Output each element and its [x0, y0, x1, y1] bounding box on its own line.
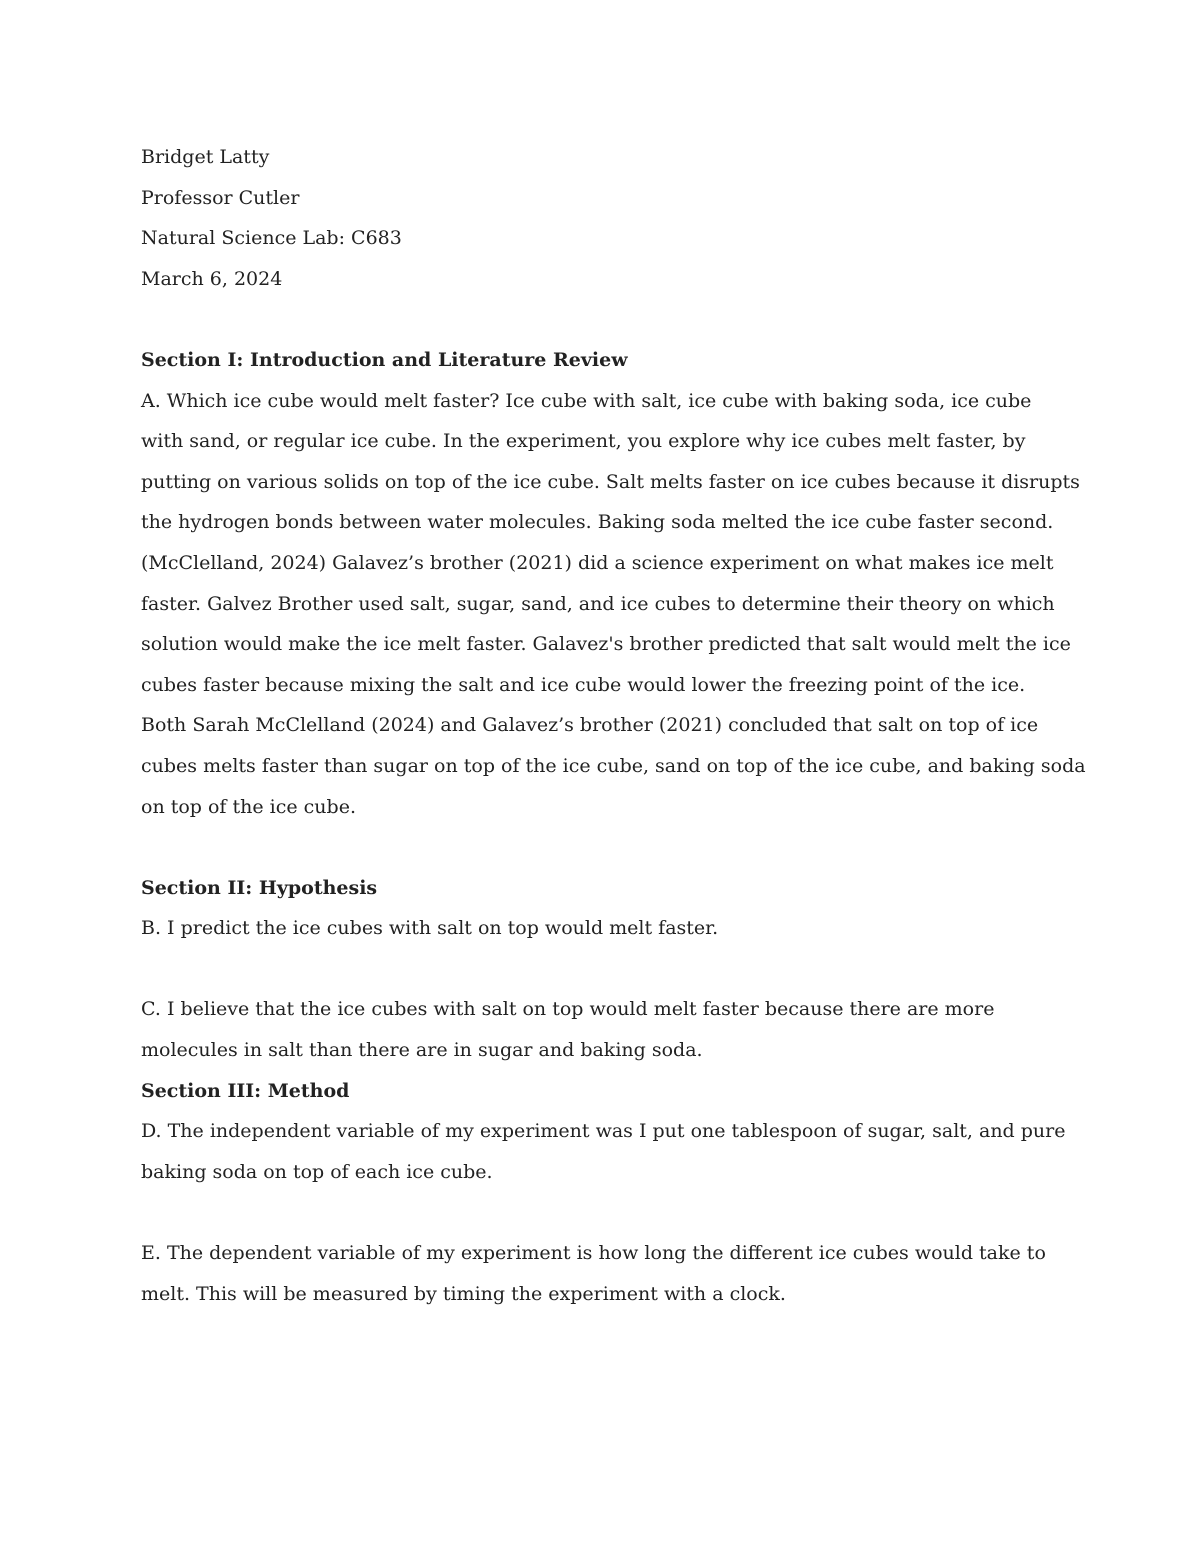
paragraph-line: cubes melts faster than sugar on top of the ice cube, sand on top of the ice cube, and baking soda — [141, 754, 1086, 777]
paragraph-line: putting on various solids on top of the ice cube. Salt melts faster on ice cubes because it disrupts — [141, 470, 1080, 493]
document-date: March 6, 2024 — [141, 267, 283, 290]
paragraph-line: (McClelland, 2024) Galavez’s brother (2021) did a science experiment on what makes ice melt — [141, 551, 1054, 574]
author-name: Bridget Latty — [141, 146, 270, 168]
paragraph-line: D. The independent variable of my experiment was I put one tablespoon of sugar, salt, and pure — [141, 1120, 1066, 1143]
section-1-paragraph — [141, 386, 1086, 833]
paragraph-line: melt. This will be measured by timing the experiment with a clock. — [141, 1282, 786, 1305]
document-body — [141, 142, 1086, 1319]
paragraph-line: with sand, or regular ice cube. In the experiment, you explore why ice cubes melt faster, by — [141, 430, 1026, 453]
paragraph-line: A. Which ice cube would melt faster? Ice cube with salt, ice cube with baking soda, ice cube — [141, 389, 1032, 412]
hypothesis-c — [141, 994, 1071, 1075]
paragraph-line: C. I believe that the ice cubes with salt on top would melt faster because there are more — [141, 998, 995, 1021]
hypothesis-b: B. I predict the ice cubes with salt on top would melt faster. — [141, 917, 719, 940]
paragraph-line: the hydrogen bonds between water molecules. Baking soda melted the ice cube faster second. — [141, 511, 1054, 534]
paragraph-line: baking soda on top of each ice cube. — [141, 1160, 493, 1183]
paragraph-line: solution would make the ice melt faster. Galavez's brother predicted that salt would melt the ice — [141, 633, 1071, 656]
method-e — [141, 1238, 1071, 1319]
paragraph-line: molecules in salt than there are in sugar and baking soda. — [141, 1039, 703, 1062]
paragraph-line: faster. Galvez Brother used salt, sugar, sand, and ice cubes to determine their theory on which — [141, 592, 1055, 615]
paragraph-line: cubes faster because mixing the salt and ice cube would lower the freezing point of the ice. — [141, 673, 1026, 696]
method-d — [141, 1116, 1071, 1197]
spacer — [141, 832, 1071, 873]
header-block — [141, 142, 1071, 304]
spacer — [141, 954, 1071, 995]
spacer — [141, 304, 1071, 345]
section-2-heading: Section II: Hypothesis — [141, 876, 378, 899]
paragraph-line: Both Sarah McClelland (2024) and Galavez’s brother (2021) concluded that salt on top of ice — [141, 714, 1039, 737]
spacer — [141, 1197, 1071, 1238]
course-name: Natural Science Lab: C683 — [141, 227, 402, 250]
paragraph-line: on top of the ice cube. — [141, 795, 356, 818]
section-1-heading: Section I: Introduction and Literature Review — [141, 348, 628, 371]
section-2 — [141, 873, 1071, 1076]
professor-name: Professor Cutler — [141, 186, 300, 209]
section-3-heading: Section III: Method — [141, 1079, 350, 1102]
section-1 — [141, 345, 1086, 832]
paragraph-line: E. The dependent variable of my experiment is how long the different ice cubes would take to — [141, 1242, 1046, 1265]
section-3 — [141, 1076, 1071, 1320]
